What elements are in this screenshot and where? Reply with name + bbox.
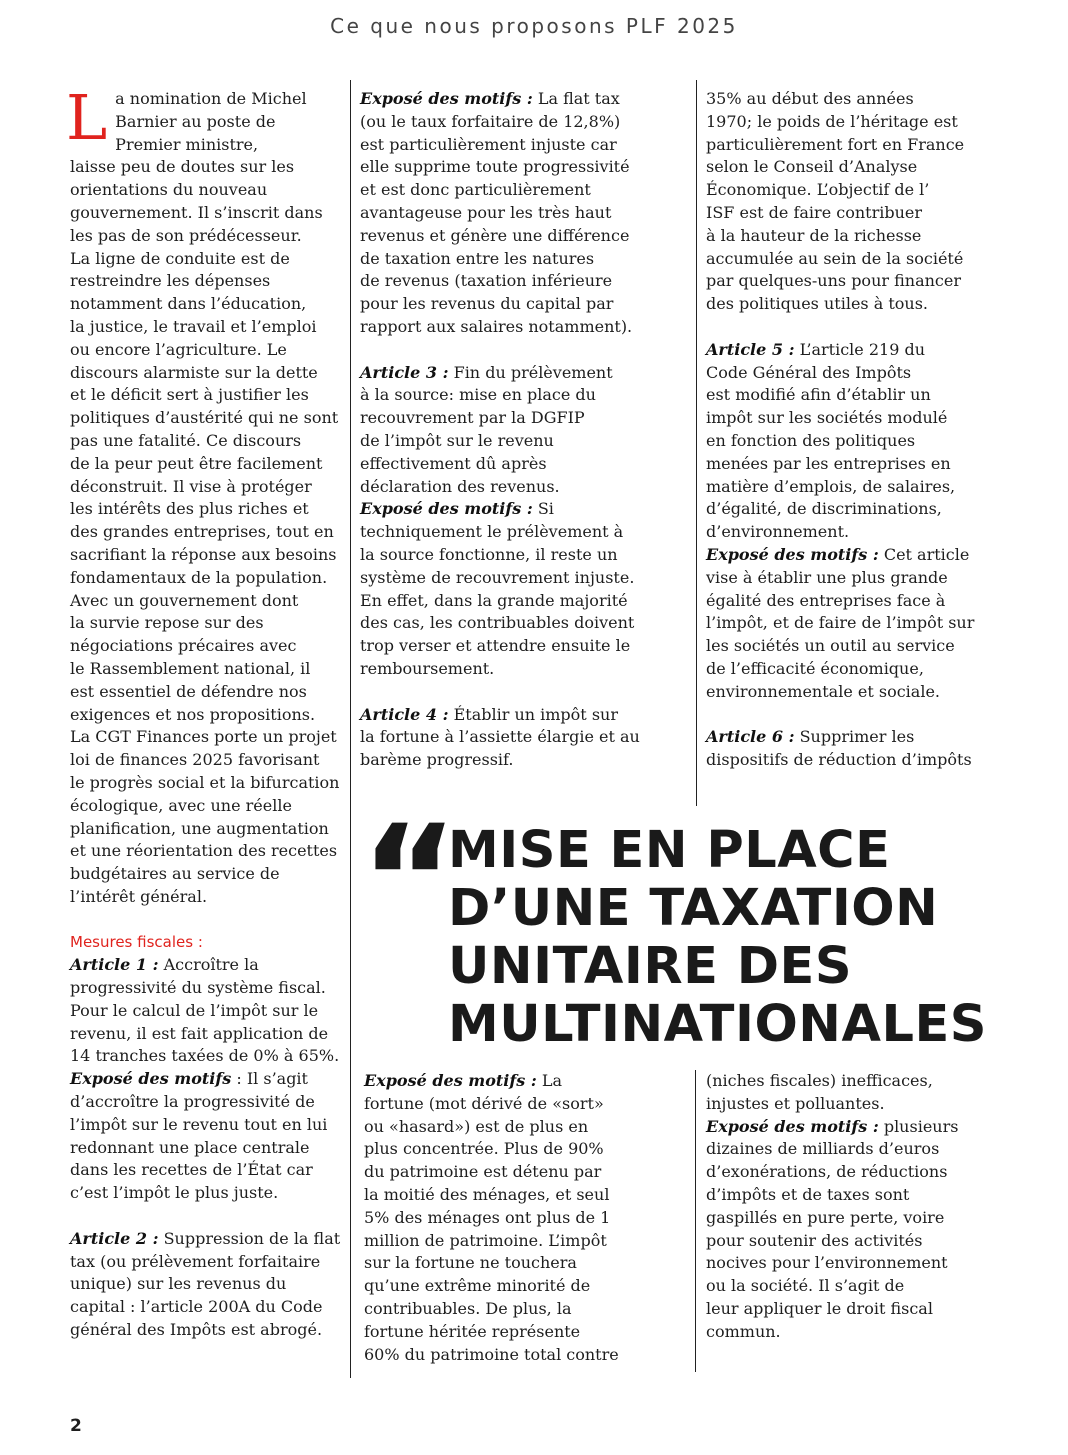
text-line: dispositifs de réduction d’impôts	[706, 750, 972, 770]
text-line: d’accroître la progressivité de	[70, 1092, 315, 1112]
expose-label: Exposé des motifs :	[364, 1071, 537, 1090]
text-line: effectivement dû après	[360, 453, 547, 473]
text-line: orientations du nouveau	[70, 180, 268, 200]
text-line: général des Impôts est abrogé.	[70, 1320, 323, 1340]
expose-5	[706, 544, 1036, 567]
expose-1	[70, 1068, 345, 1091]
expose-label: Exposé des motifs :	[360, 89, 533, 108]
text-run: Supprimer les	[794, 727, 915, 747]
text-line: du patrimoine est détenu par	[364, 1162, 602, 1182]
text-line: matière d’emplois, de salaires,	[706, 476, 956, 496]
text-line: la moitié des ménages, et seul	[364, 1184, 610, 1204]
text-line: Avec un gouvernement dont	[70, 590, 299, 610]
article-label: Article 6 :	[706, 727, 795, 747]
text-line: pas une fatalité. Ce discours	[70, 430, 302, 450]
expose-label: Exposé des motifs	[70, 1069, 232, 1089]
text-line: des politiques utiles à tous.	[706, 294, 928, 314]
expose-6	[706, 1116, 1036, 1139]
text-line: budgétaires au service de	[70, 864, 280, 884]
text-line: 35% au début des années	[706, 89, 914, 108]
text-line: redonnant une place centrale	[70, 1137, 310, 1157]
text-line: elle supprime toute progressivité	[360, 157, 630, 177]
text-run: plusieurs	[878, 1116, 959, 1136]
text-line: à la hauteur de la richesse	[706, 225, 922, 245]
text-line: la fortune à l’assiette élargie et au	[360, 727, 640, 747]
text-line: c’est l’impôt le plus juste.	[70, 1183, 279, 1203]
text-line: trop verser et attendre ensuite le	[360, 636, 631, 656]
text-line: ISF est de faire contribuer	[706, 202, 922, 222]
text-line: pour les revenus du capital par	[360, 294, 614, 314]
article-label: Article 5 :	[706, 339, 795, 359]
text-line: accumulée au sein de la société	[706, 248, 964, 268]
text-line: est essentiel de défendre nos	[70, 681, 307, 701]
text-line: (ou le taux forfaitaire de 12,8%)	[360, 111, 621, 131]
text-line: de taxation entre les natures	[360, 248, 595, 268]
pull-quote-line: MULTINATIONALES	[448, 995, 988, 1054]
text-line: l’intérêt général.	[70, 886, 208, 906]
text-line: d’impôts et de taxes sont	[706, 1184, 910, 1204]
text-line: discours alarmiste sur la dette	[70, 362, 318, 382]
text-line: 1970; le poids de l’héritage est	[706, 111, 958, 131]
article-6	[706, 726, 1036, 749]
expose-3	[360, 498, 690, 521]
text-line: La CGT Finances porte un projet	[70, 727, 337, 747]
text-line: 5% des ménages ont plus de 1	[364, 1207, 611, 1227]
text-line: ou encore l’agriculture. Le	[70, 339, 287, 359]
expose-label: Exposé des motifs :	[706, 544, 879, 564]
text-line: la source fonctionne, il reste un	[360, 544, 618, 564]
section-title: Mesures fiscales :	[70, 933, 203, 952]
text-line: loi de finances 2025 favorisant	[70, 750, 320, 770]
text-run: Suppression de la flat	[158, 1228, 341, 1248]
text-line: selon le Conseil d’Analyse	[706, 157, 918, 177]
text-line: ou «hasard») est de plus en	[364, 1116, 589, 1136]
text-line: écologique, avec une réelle	[70, 795, 292, 815]
text-line: contribuables. De plus, la	[364, 1298, 572, 1318]
text-line: fortune (mot dérivé de «sort»	[364, 1093, 604, 1113]
text-line: fondamentaux de la population.	[70, 567, 328, 587]
text-line: pour soutenir des activités	[706, 1230, 923, 1250]
text-line: Code Général des Impôts	[706, 362, 912, 382]
running-header: Ce que nous proposons PLF 2025	[330, 14, 738, 38]
text-run: Si	[532, 499, 554, 519]
text-line: fortune héritée représente	[364, 1321, 581, 1341]
text-line: avantageuse pour les très haut	[360, 202, 612, 222]
text-line: qu’une extrême minorité de	[364, 1276, 591, 1296]
column-divider	[695, 1070, 696, 1372]
text-line: négociations précaires avec	[70, 636, 297, 656]
text-line: l’impôt, et de faire de l’impôt sur	[706, 613, 975, 633]
expose-2	[360, 88, 690, 111]
text-line: gouvernement. Il s’inscrit dans	[70, 202, 323, 222]
text-line: Barnier au poste de	[115, 111, 276, 131]
text-run: L’article 219 du	[794, 339, 925, 359]
text-line: rapport aux salaires notamment).	[360, 316, 633, 336]
text-line: impôt sur les sociétés modulé	[706, 408, 948, 428]
text-line: La ligne de conduite est de	[70, 248, 290, 268]
text-line: l’impôt sur le revenu tout en lui	[70, 1114, 328, 1134]
drop-cap: L	[66, 81, 108, 154]
text-line: ou la société. Il s’agit de	[706, 1276, 905, 1296]
text-line: d’égalité, de discriminations,	[706, 499, 942, 519]
text-line: le Rassemblement national, il	[70, 658, 311, 678]
pull-quote-line: UNITAIRE DES	[448, 937, 853, 996]
text-line: nocives pour l’environnement	[706, 1253, 948, 1273]
text-line: Économique. L’objectif de l’	[706, 180, 930, 200]
text-line: d’environnement.	[706, 522, 850, 542]
text-line: environnementale et sociale.	[706, 681, 940, 701]
pull-quote-line: MISE EN PLACE	[448, 821, 891, 880]
text-line: capital : l’article 200A du Code	[70, 1297, 323, 1317]
text-line: progressivité du système fiscal.	[70, 978, 326, 998]
text-line: 14 tranches taxées de 0% à 65%.	[70, 1046, 340, 1066]
text-line: des cas, les contribuables doivent	[360, 613, 635, 633]
text-line: Premier ministre,	[115, 134, 259, 154]
text-line: dans les recettes de l’État car	[70, 1160, 313, 1180]
text-line: politiques d’austérité qui ne sont	[70, 408, 339, 428]
text-line: déclaration des revenus.	[360, 476, 560, 496]
column-3-bottom	[706, 1070, 1036, 1344]
text-line: égalité des entreprises face à	[706, 590, 946, 610]
text-run: La	[536, 1071, 562, 1090]
text-line: En effet, dans la grande majorité	[360, 590, 628, 610]
text-line: de revenus (taxation inférieure	[360, 271, 613, 291]
article-5	[706, 339, 1036, 362]
text-line: menées par les entreprises en	[706, 453, 951, 473]
quote-mark-icon: “	[360, 794, 459, 968]
text-run: : Il s’agit	[231, 1069, 308, 1089]
text-line: a nomination de Michel	[115, 89, 307, 108]
text-run: La flat tax	[532, 89, 620, 108]
expose-4	[364, 1070, 689, 1093]
article-4	[360, 704, 690, 727]
expose-label: Exposé des motifs :	[360, 499, 533, 519]
text-line: le progrès social et la bifurcation	[70, 772, 340, 792]
text-line: les pas de son prédécesseur.	[70, 225, 302, 245]
text-line: techniquement le prélèvement à	[360, 522, 624, 542]
column-1	[66, 81, 345, 1342]
text-line: remboursement.	[360, 658, 495, 678]
text-line: déconstruit. Il vise à protéger	[70, 476, 312, 496]
article-3	[360, 362, 690, 385]
text-line: d’exonérations, de réductions	[706, 1162, 948, 1182]
text-line: la survie repose sur des	[70, 613, 264, 633]
text-run: Établir un impôt sur	[448, 704, 618, 724]
column-divider	[696, 80, 697, 806]
article-label: Article 3 :	[360, 362, 449, 382]
text-line: Pour le calcul de l’impôt sur le	[70, 1000, 319, 1020]
text-line: est modifié afin d’établir un	[706, 385, 931, 405]
text-line: et est donc particulièrement	[360, 180, 591, 200]
text-line: par quelques-uns pour financer	[706, 271, 961, 291]
page-number: 2	[70, 1416, 82, 1436]
article-label: Article 1 :	[70, 955, 159, 975]
text-line: est particulièrement injuste car	[360, 134, 617, 154]
article-1	[70, 954, 345, 977]
text-line: sur la fortune ne touchera	[364, 1253, 577, 1273]
column-2	[360, 88, 690, 772]
text-line: gaspillés en pure perte, voire	[706, 1207, 945, 1227]
article-2	[70, 1228, 345, 1251]
column-2-bottom	[364, 1070, 689, 1366]
text-run: Accroître la	[158, 955, 259, 975]
text-line: million de patrimoine. L’impôt	[364, 1230, 607, 1250]
text-line: et une réorientation des recettes	[70, 841, 338, 861]
text-line: tax (ou prélèvement forfaitaire	[70, 1251, 321, 1271]
text-line: de l’efficacité économique,	[706, 658, 924, 678]
text-line: 60% du patrimoine total contre	[364, 1344, 619, 1364]
text-line: des grandes entreprises, tout en	[70, 522, 334, 542]
intro-text	[70, 88, 345, 909]
pull-quote	[448, 822, 1048, 1054]
text-line: sacrifiant la réponse aux besoins	[70, 544, 337, 564]
text-line: barème progressif.	[360, 750, 514, 770]
text-line: recouvrement par la DGFIP	[360, 408, 585, 428]
text-line: de l’impôt sur le revenu	[360, 430, 554, 450]
text-line: de la peur peut être facilement	[70, 453, 323, 473]
text-line: système de recouvrement injuste.	[360, 567, 635, 587]
text-line: dizaines de milliards d’euros	[706, 1139, 940, 1159]
text-line: injustes et polluantes.	[706, 1093, 885, 1113]
article-label: Article 2 :	[70, 1228, 159, 1248]
text-line: les intérêts des plus riches et	[70, 499, 309, 519]
text-line: revenus et génère une différence	[360, 225, 630, 245]
text-line: leur appliquer le droit fiscal	[706, 1298, 933, 1318]
text-line: exigences et nos propositions.	[70, 704, 316, 724]
text-line: plus concentrée. Plus de 90%	[364, 1139, 604, 1159]
text-line: laisse peu de doutes sur les	[70, 157, 295, 177]
article-label: Article 4 :	[360, 704, 449, 724]
text-line: planification, une augmentation	[70, 818, 329, 838]
text-line: revenu, il est fait application de	[70, 1023, 329, 1043]
text-line: (niches fiscales) inefficaces,	[706, 1071, 933, 1090]
text-line: vise à établir une plus grande	[706, 567, 948, 587]
text-line: particulièrement fort en France	[706, 134, 965, 154]
column-divider	[350, 80, 351, 1378]
text-run: Cet article	[878, 544, 970, 564]
text-line: la justice, le travail et l’emploi	[70, 316, 317, 336]
text-line: notamment dans l’éducation,	[70, 294, 307, 314]
text-line: les sociétés un outil au service	[706, 636, 955, 656]
pull-quote-line: D’UNE TAXATION	[448, 879, 939, 938]
text-run: Fin du prélèvement	[448, 362, 613, 382]
text-line: restreindre les dépenses	[70, 271, 271, 291]
text-line: en fonction des politiques	[706, 430, 916, 450]
text-line: unique) sur les revenus du	[70, 1274, 287, 1294]
text-line: et le déficit sert à justifier les	[70, 385, 309, 405]
expose-label: Exposé des motifs :	[706, 1116, 879, 1136]
text-line: commun.	[706, 1321, 781, 1341]
column-3	[706, 88, 1036, 772]
text-line: à la source: mise en place du	[360, 385, 596, 405]
